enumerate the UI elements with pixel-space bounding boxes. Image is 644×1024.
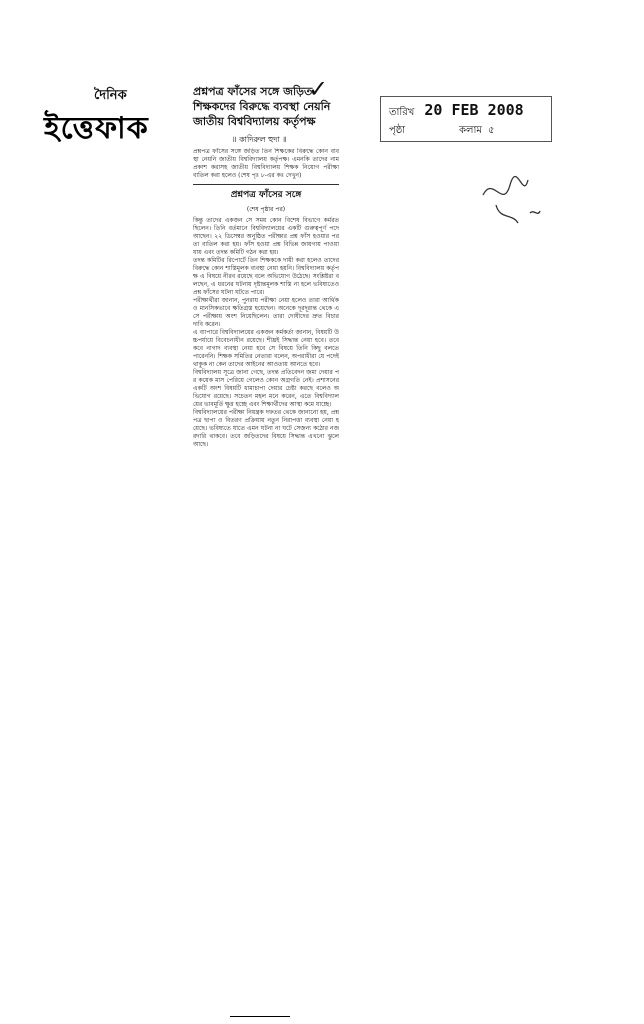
check-mark-icon: ✓ <box>308 75 329 103</box>
continuation-heading: প্রশ্নপত্র ফাঁসের সঙ্গে <box>193 184 339 202</box>
masthead-title: ইত্তেফাক <box>44 111 149 146</box>
article-paragraph: বিশ্ববিদ্যালয় সূত্রে জানা গেছে, তদন্ত প্রতিবেদন জমা দেয়ার পর কয়েক মাস পেরিয়ে গেলেও কোন অগ্রগতি নেই। প্রশাসনের একটি অংশ বিষয়টি ধামাচাপা দেয়ার চেষ্টা করছে বলেও অভিযোগ রয়েছে। সচেতন মহল মনে করেন, এতে বিশ্ববিদ্যালয়ের ভাবমূর্তি ক্ষুণ্ণ হচ্ছে এবং শিক্ষার্থীদের আস্থা কমে যাচ্ছে। <box>193 369 339 408</box>
stamp-date-label: তারিখ <box>389 107 415 118</box>
date-stamp <box>380 96 552 142</box>
stamp-date-row <box>389 101 524 122</box>
article-byline: ॥ কাদিরুল হুদা ॥ <box>232 135 287 144</box>
stamp-column-field <box>459 123 494 140</box>
article-paragraph: কিন্তু তাদের একজন সে সময় কোন বিশেষ বিভাগে কর্মরত ছিলেন। তিনি বর্তমানে বিশ্ববিদ্যালয়ের একটি গুরুত্বপূর্ণ পদে আছেন। ২২ ডিসেম্বর অনুষ্ঠিত পরীক্ষার প্রশ্ন ফাঁস হওয়ার পর তা বাতিল করা হয়। ফাঁস হওয়া প্রশ্ন বিভিন্ন জায়গায় পাওয়া যায় এবং তদন্ত কমিটি গঠন করা হয়। <box>193 217 339 256</box>
handwritten-signature <box>478 165 548 235</box>
article-intro: প্রশ্নপত্র ফাঁসের সঙ্গে জড়িত তিন শিক্ষকের বিরুদ্ধে কোন ব্যবস্থা নেয়নি জাতীয় বিশ্ববিদ্যালয় কর্তৃপক্ষ। এমনকি তাদের নাম প্রকাশ করাসহ জাতীয় বিশ্ববিদ্যালয় শিক্ষক নিয়োগ পরীক্ষা বাতিল করা হলেও (শেষ পৃঃ ৮-এর কঃ দেখুন) <box>193 148 339 179</box>
masthead-daily-label: দৈনিক <box>94 88 127 103</box>
article-paragraph: এ ব্যাপারে বিশ্ববিদ্যালয়ের একজন কর্মকর্তা জানান, বিষয়টি উচ্চপর্যায়ে বিবেচনাধীন রয়েছে। শীঘ্রই সিদ্ধান্ত নেয়া হবে। তবে কবে নাগাদ ব্যবস্থা নেয়া হবে সে বিষয়ে তিনি কিছু বলতে পারেননি। শিক্ষক সমিতির নেতারা বলেন, অপরাধীরা যে পদেই থাকুক না কেন তাদের আইনের আওতায় আনতে হবে। <box>193 329 339 368</box>
article-paragraph: পরীক্ষার্থীরা জানান, পুনরায় পরীক্ষা নেয়া হলেও তারা আর্থিক ও মানসিকভাবে ক্ষতিগ্রস্ত হয়েছেন। অনেকে দূরদূরান্ত থেকে এসে পরীক্ষায় অংশ নিয়েছিলেন। তারা দোষীদের দ্রুত বিচার দাবি করেন। <box>193 297 339 328</box>
stamp-column-label: কলাম <box>459 125 482 136</box>
article-paragraph: বিশ্ববিদ্যালয়ের পরীক্ষা নিয়ন্ত্রক দফতর থেকে জানানো হয়, প্রশ্নপত্র ছাপা ও বিতরণ প্রক্রিয়ায় নতুন নিরাপত্তা ব্যবস্থা নেয়া হয়েছে। ভবিষ্যতে যাতে এমন ঘটনা না ঘটে সেজন্য কঠোর নজরদারি থাকবে। তবে জড়িতদের বিষয়ে সিদ্ধান্ত এখনো ঝুলে আছে। <box>193 409 339 448</box>
article-body <box>193 148 339 1018</box>
stamp-page-label: পৃষ্ঠা <box>389 125 406 136</box>
article-headline: প্রশ্নপত্র ফাঁসের সঙ্গে জড়িত শিক্ষকদের বিরুদ্ধে ব্যবস্থা নেয়নি জাতীয় বিশ্ববিদ্যালয় কর্তৃপক্ষ <box>193 85 331 128</box>
stamp-column-value: ৫ <box>487 125 495 136</box>
stamp-date-value: 20 FEB 2008 <box>424 101 524 119</box>
article-paragraph: তদন্ত কমিটির রিপোর্টে তিন শিক্ষককে দায়ী করা হলেও তাদের বিরুদ্ধে কোন শাস্তিমূলক ব্যবস্থা নেয়া হয়নি। বিশ্ববিদ্যালয় কর্তৃপক্ষ এ বিষয়ে নীরব রয়েছে বলে অভিযোগ উঠেছে। সংশ্লিষ্টরা বলছেন, এ ধরনের ঘটনায় দৃষ্টান্তমূলক শাস্তি না হলে ভবিষ্যতেও প্রশ্ন ফাঁসের ঘটনা ঘটতে পারে। <box>193 257 339 296</box>
continuation-note: (শেষ পৃষ্ঠার পর) <box>246 206 286 213</box>
newspaper-masthead <box>44 86 184 156</box>
bottom-rule <box>230 1016 290 1017</box>
